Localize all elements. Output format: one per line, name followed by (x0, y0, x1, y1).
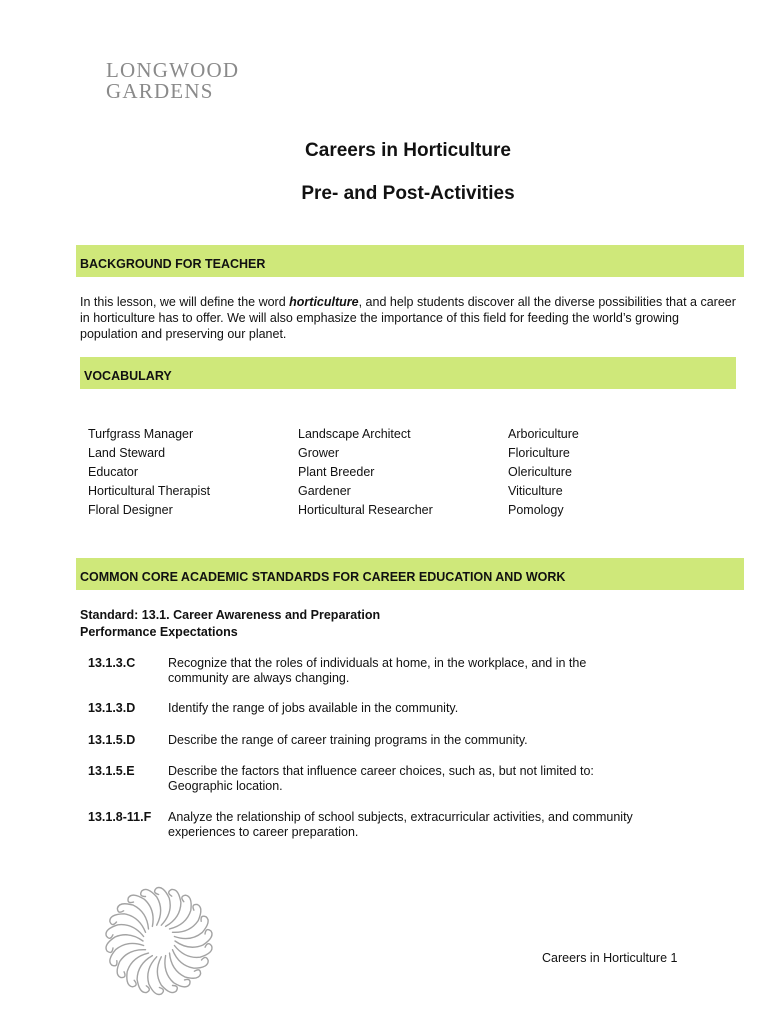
emblem-petal (106, 925, 144, 939)
background-paragraph (80, 294, 740, 342)
standard-heading (80, 607, 380, 641)
vocabulary-column-2 (298, 425, 433, 520)
background-text-before: In this lesson, we will define the word (80, 295, 290, 309)
emblem-petal (110, 914, 146, 933)
section-heading-vocabulary: VOCABULARY (80, 357, 736, 389)
document-subtitle: Pre- and Post-Activities (301, 183, 515, 204)
standard-description: Analyze the relationship of school subjects, extracurricular activities, and community experiences to career preparation. (168, 810, 633, 839)
vocabulary-term: Olericulture (508, 465, 572, 479)
vocabulary-term: Turfgrass Manager (88, 427, 194, 441)
standard-item (88, 810, 648, 842)
vocabulary-term: Plant Breeder (298, 465, 375, 479)
emblem-petal (174, 944, 212, 958)
emblem-petal (155, 888, 171, 926)
page-footer: Careers in Horticulture 1 (542, 951, 678, 965)
emblem-petal (173, 950, 209, 969)
standard-description: Identify the range of jobs available in the community. (168, 701, 459, 715)
swirl-flower-emblem-icon (98, 880, 220, 1002)
standard-description: Describe the factors that influence career choices, such as, but not limited to: Geographic location. (168, 764, 594, 793)
emblem-petal (148, 957, 164, 995)
performance-expectations-line: Performance Expectations (80, 625, 238, 639)
vocabulary-term: Arboriculture (508, 427, 579, 441)
background-emphasis: horticulture (289, 295, 359, 309)
standard-code: 13.1.8-11.F (88, 810, 152, 824)
vocabulary-term: Land Steward (88, 446, 166, 460)
vocabulary-term: Floriculture (508, 446, 570, 460)
section-heading-background: BACKGROUND FOR TEACHER (76, 245, 744, 277)
vocabulary-term: Viticulture (508, 484, 563, 498)
standard-code: 13.1.5.E (88, 764, 135, 778)
vocabulary-term: Horticultural Therapist (88, 484, 211, 498)
vocabulary-column-3 (508, 425, 579, 520)
vocabulary-term: Gardener (298, 484, 351, 498)
vocabulary-term: Landscape Architect (298, 427, 411, 441)
section-heading-standards: COMMON CORE ACADEMIC STANDARDS FOR CAREER EDUCATION AND WORK (76, 558, 744, 590)
document-title: Careers in Horticulture (305, 140, 511, 161)
vocabulary-term: Pomology (508, 503, 564, 517)
standard-description: Recognize that the roles of individuals at home, in the workplace, and in the community are always changing. (168, 656, 587, 685)
vocabulary-term: Educator (88, 465, 139, 479)
standard-code: 13.1.5.D (88, 733, 136, 747)
longwood-gardens-logo (106, 60, 239, 102)
vocabulary-term: Floral Designer (88, 503, 173, 517)
logo-line-1: LONGWOOD (106, 58, 240, 82)
standard-item (88, 733, 648, 749)
standard-code: 13.1.3.D (88, 701, 136, 715)
standard-line: Standard: 13.1. Career Awareness and Preparation (80, 608, 381, 622)
background-text-after: , and help students discover all the diverse possibilities that a career in horticulture has to offer. We will also emphasize the importance of this field for feeding the world’s growing population and preserving our planet. (80, 295, 736, 341)
vocabulary-term: Grower (298, 446, 339, 460)
vocabulary-term: Horticultural Researcher (298, 503, 433, 517)
standard-item (88, 656, 648, 688)
vocabulary-column-1 (88, 425, 210, 520)
standard-code: 13.1.3.C (88, 656, 136, 670)
standard-item (88, 701, 648, 717)
logo-line-2: GARDENS (106, 79, 214, 103)
standard-item (88, 764, 648, 796)
standard-description: Describe the range of career training programs in the community. (168, 733, 528, 747)
